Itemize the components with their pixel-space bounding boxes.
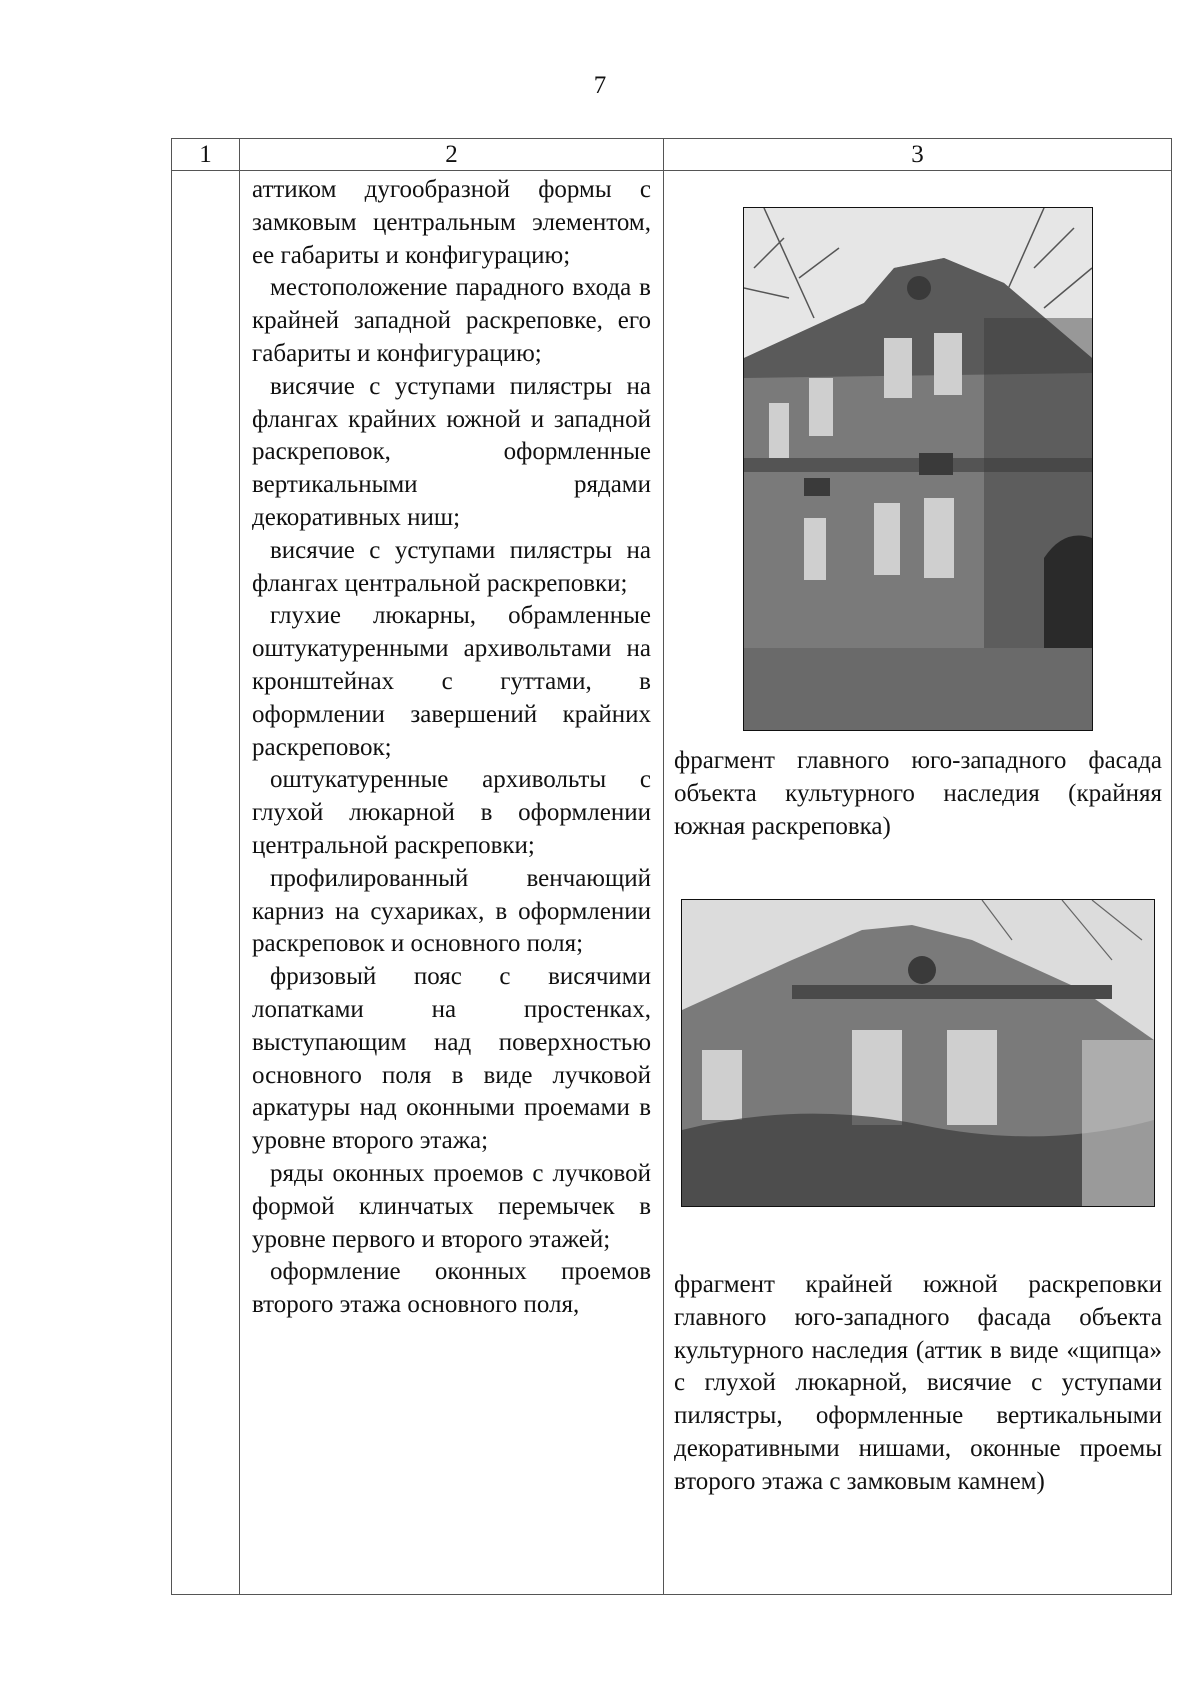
cell-photos [664,171,1172,1595]
cell-number [172,171,240,1595]
list-item: аттиком дугообразной формы с замковым центральным элементом, ее габариты и конфигурацию; [252,176,651,269]
list-item: висячие с уступами пилястры на флангах крайних южной и западной раскреповок, оформленные вертикальными рядами декоративных ниш; [252,372,651,531]
table-header-row [172,139,1172,171]
heritage-table [171,138,1172,1595]
cell-description [240,171,664,1595]
facade-photo-2 [681,899,1155,1207]
list-item: глухие люкарны, обрамленные оштукатуренными архивольтами на кронштейнах с гуттами, в оформлении завершений крайних раскреповок; [252,602,651,761]
list-item: местоположение парадного входа в крайней западной раскреповке, его габариты и конфигурацию; [252,274,651,367]
header-col-2: 2 [240,139,664,171]
list-item: фризовый пояс с висячими лопатками на простенках, выступающим над поверхностью основного поля в виде лучковой аркатуры над оконными проемами в уровне второго этажа; [252,963,651,1155]
table-row [172,171,1172,1595]
header-col-1: 1 [172,139,240,171]
list-item: оштукатуренные архивольты с глухой люкарной в оформлении центральной раскреповки; [252,766,651,859]
facade-photo-1 [743,207,1093,731]
list-item: ряды оконных проемов с лучковой формой клинчатых перемычек в уровне первого и второго этажей; [252,1159,651,1253]
list-item: профилированный венчающий карниз на сухариках, в оформлении раскреповок и основного поля; [252,864,651,958]
list-item: оформление оконных проемов второго этажа основного поля, [252,1258,651,1319]
photo-1-caption: фрагмент главного юго-западного фасада объекта культурного наследия (крайняя южная раскреповка) [674,747,1162,840]
page-number: 7 [593,72,607,99]
header-col-3: 3 [664,139,1172,171]
photo-2-caption: фрагмент крайней южной раскреповки главного юго-западного фасада объекта культурного наследия (аттик в виде «щипца» с глухой люкарной, висячие с уступами пилястры, оформленные вертикальными декоративными нишами, оконные проемы второго этажа с замковым камнем) [674,1271,1162,1495]
list-item: висячие с уступами пилястры на флангах центральной раскреповки; [252,536,651,597]
